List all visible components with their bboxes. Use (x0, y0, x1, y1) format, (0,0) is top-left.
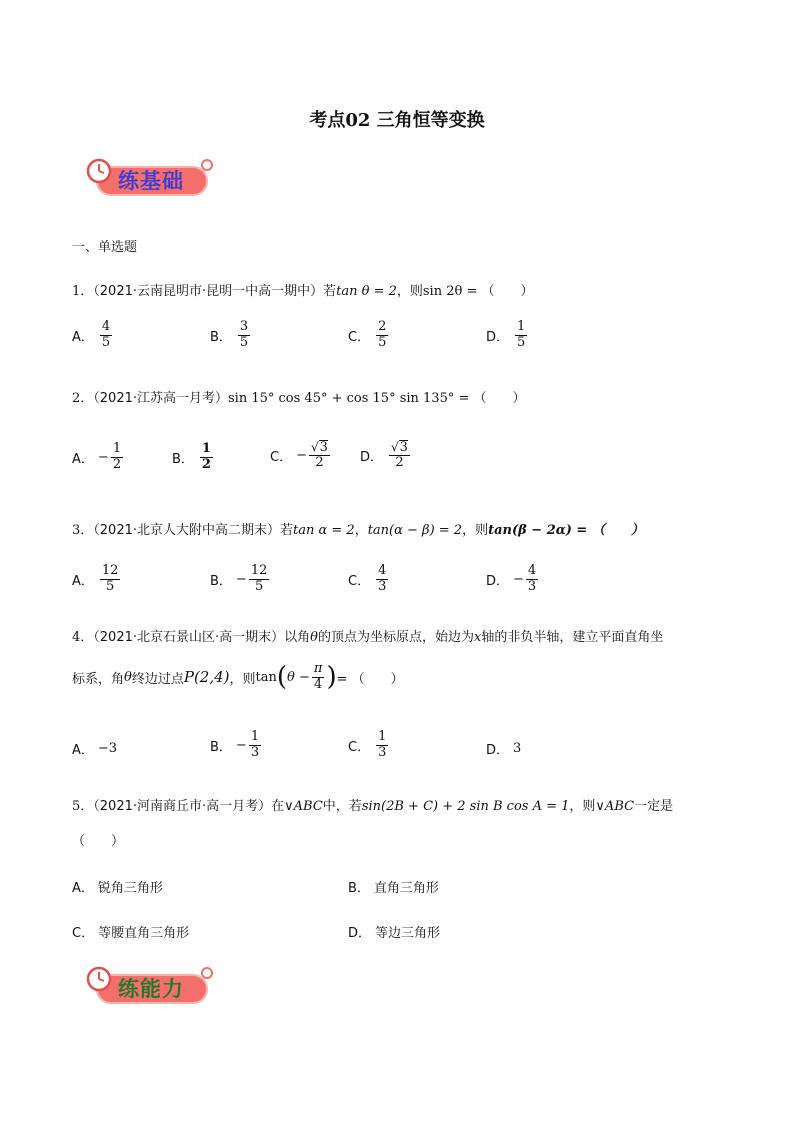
q5-option-c[interactable]: C． 等腰直角三角形 (72, 926, 190, 941)
q2-option-b[interactable]: B． $\frac{1}{2}$ (172, 441, 211, 472)
q3-option-b[interactable]: B． − $\frac{12}{5}$ (210, 563, 268, 594)
question-5: 5．（2021·河南商丘市·高一月考）在∨ABC中，若sin(2B + C) + 2 sin B cos A = 1，则∨ABC一定是 (72, 799, 674, 814)
q5-option-b[interactable]: B． 直角三角形 (348, 881, 439, 896)
q1-option-b[interactable]: B． $\frac{3}{5}$ (210, 319, 249, 350)
q4-option-d[interactable]: D． 3 (486, 741, 522, 758)
q2-option-c[interactable]: C． − √ 3 2 (270, 439, 328, 471)
question-1: 1．（2021·云南昆明市·昆明一中高一期中）若tan θ = 2，则sin 2θ = （ ） (72, 284, 534, 299)
badge-label: 练能力 (118, 977, 184, 1001)
q2-option-d[interactable]: D． √ 3 2 (360, 439, 408, 471)
section-heading: 一、单选题 (72, 240, 138, 255)
question-3: 3．（2021·北京人大附中高二期末）若tan α = 2，tan(α − β) = 2，则tan(β − 2α) = （ ） (72, 523, 644, 538)
q4-option-a[interactable]: A． −3 (72, 741, 118, 758)
page-title: 考点02 三角恒等变换 (309, 110, 485, 131)
q5-option-a[interactable]: A． 锐角三角形 (72, 881, 163, 896)
question-5-paren: （ ） (72, 834, 125, 849)
question-4-line-2: 标系，角 θ 终边过点 P(2,4) ，则 tan ( θ − $\frac{\pi}{4}$ ) = （ ） (72, 661, 404, 693)
q1-option-a[interactable]: A． $\frac{4}{5}$ (72, 319, 111, 350)
badge-label: 练基础 (118, 169, 184, 193)
q1-option-c[interactable]: C． $\frac{2}{5}$ (348, 319, 387, 350)
section-badge-basic (86, 158, 218, 204)
q3-option-d[interactable]: D． − $\frac{4}{3}$ (486, 563, 537, 594)
circle-dot-icon (200, 158, 214, 172)
question-4-line-1: 4．（2021·北京石景山区·高一期末）以角θ的顶点为坐标原点，始边为x轴的非负半轴，建立平面直角坐 (72, 630, 664, 645)
q3-option-a[interactable]: A． $\frac{12}{5}$ (72, 563, 119, 594)
clock-icon (86, 158, 112, 184)
q3-option-c[interactable]: C． $\frac{4}{3}$ (348, 563, 387, 594)
question-2: 2．（2021·江苏高一月考）sin 15° cos 45° + cos 15° sin 135° = （ ） (72, 391, 526, 406)
q4-option-c[interactable]: C． $\frac{1}{3}$ (348, 729, 387, 760)
clock-icon (86, 966, 112, 992)
q2-option-a[interactable]: A． − $\frac{1}{2}$ (72, 441, 122, 472)
q1-option-d[interactable]: D． $\frac{1}{5}$ (486, 319, 526, 350)
q5-option-d[interactable]: D． 等边三角形 (348, 926, 441, 941)
q4-option-b[interactable]: B． − $\frac{1}{3}$ (210, 729, 260, 760)
circle-dot-icon (200, 966, 214, 980)
section-badge-ability (86, 966, 218, 1012)
